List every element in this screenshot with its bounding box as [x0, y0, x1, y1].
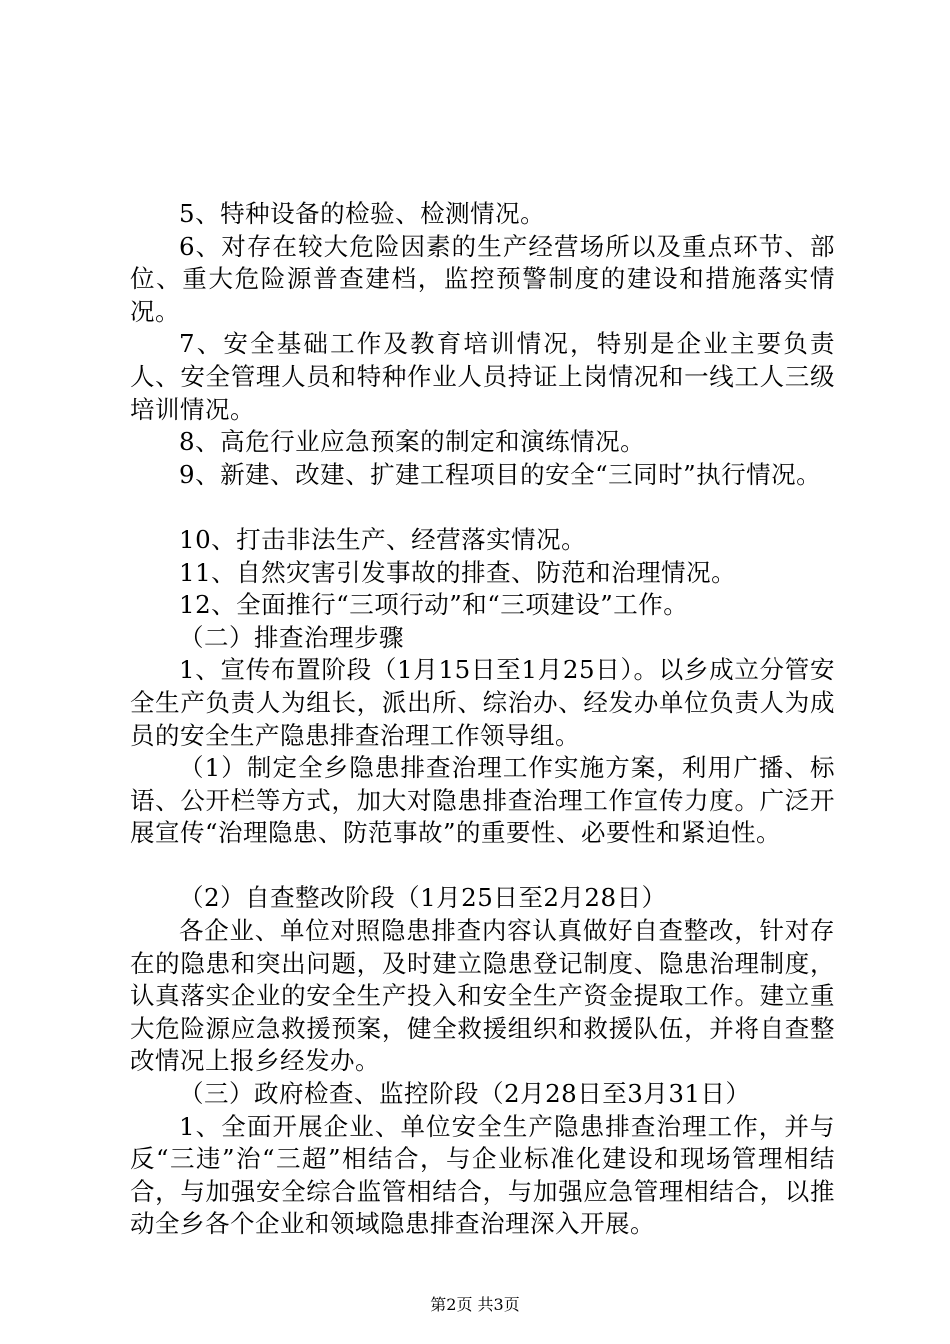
page-number-label: 第2页 共3页 — [430, 1295, 520, 1314]
body-paragraph: 1、全面开展企业、单位安全生产隐患排查治理工作，并与反“三违”治“三超”相结合，与企业标准化建设和现场管理相结合，与加强安全综合监管相结合，与加强应急管理相结合，以推动全乡各个企业和领域隐患排查治理深入开展。 — [130, 1111, 835, 1239]
body-paragraph: 各企业、单位对照隐患排查内容认真做好自查整改，针对存在的隐患和突出问题，及时建立隐患登记制度、隐患治理制度，认真落实企业的安全生产投入和安全生产资金提取工作。建立重大危险源应急救援预案，健全救援组织和救援队伍，并将自查整改情况上报乡经发办。 — [130, 916, 835, 1076]
page-footer — [0, 1295, 950, 1315]
body-paragraph: 5、特种设备的检验、检测情况。 — [179, 199, 546, 228]
body-paragraph: （二）排查治理步骤 — [179, 622, 404, 652]
body-paragraph: 6、对存在较大危险因素的生产经营场所以及重点环节、部位、重大危险源普查建档，监控预警制度的建设和措施落实情况。 — [130, 231, 835, 326]
body-paragraph: 12、全面推行“三项行动”和“三项建设”工作。 — [179, 590, 689, 620]
document-body — [130, 198, 835, 1241]
body-paragraph: （1）制定全乡隐患排查治理工作实施方案，利用广播、标语、公开栏等方式，加大对隐患排查治理工作宣传力度。广泛开展宣传“治理隐患、防范事故”的重要性、必要性和紧迫性。 — [130, 753, 835, 848]
body-paragraph: （2）自查整改阶段（1月25日至2月28日） — [179, 883, 667, 913]
body-paragraph: 7、安全基础工作及教育培训情况，特别是企业主要负责人、安全管理人员和特种作业人员持证上岗情况和一线工人三级培训情况。 — [130, 329, 835, 424]
body-paragraph: 11、自然灾害引发事故的排查、防范和治理情况。 — [179, 557, 737, 587]
body-paragraph: （三）政府检查、监控阶段（2月28日至3月31日） — [179, 1079, 751, 1109]
body-paragraph: 10、打击非法生产、经营落实情况。 — [179, 524, 587, 554]
body-paragraph: 1、宣传布置阶段（1月15日至1月25日）。以乡成立分管安全生产负责人为组长，派出所、综治办、经发办单位负责人为成员的安全生产隐患排查治理工作领导组。 — [130, 655, 835, 750]
body-paragraph: 8、高危行业应急预案的制定和演练情况。 — [179, 427, 646, 457]
body-paragraph: 9、新建、改建、扩建工程项目的安全“三同时”执行情况。 — [179, 459, 822, 489]
